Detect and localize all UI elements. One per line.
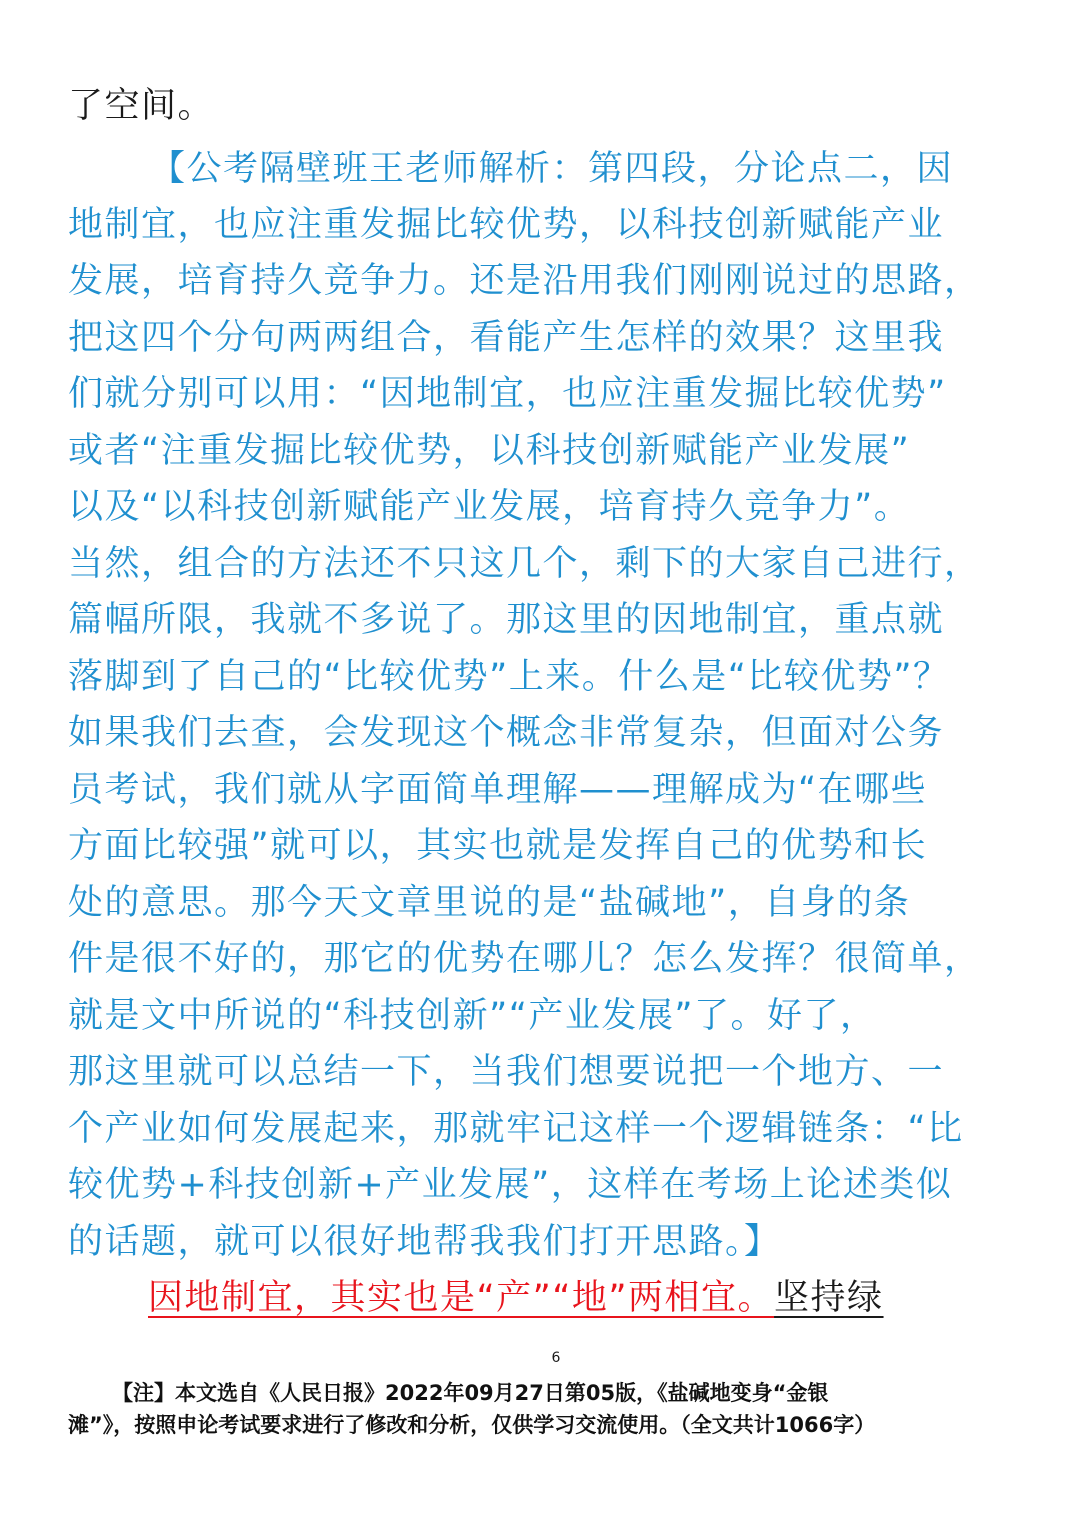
analysis-line: 就是文中所说的“科技创新”“产业发展”了。好了， — [68, 996, 877, 1036]
analysis-line: 或者“注重发掘比较优势，以科技创新赋能产业发展” — [68, 431, 911, 471]
analysis-line: 如果我们去查，会发现这个概念非常复杂，但面对公务 — [68, 713, 945, 753]
analysis-line: 篇幅所限，我就不多说了。那这里的因地制宜，重点就 — [68, 600, 945, 640]
analysis-line: 方面比较强”就可以，其实也就是发挥自己的优势和长 — [68, 826, 928, 866]
intro-line: 了空间。 — [68, 86, 215, 126]
analysis-line: 那这里就可以总结一下，当我们想要说把一个地方、一 — [68, 1052, 945, 1092]
analysis-line: 把这四个分句两两组合，看能产生怎样的效果？这里我 — [68, 318, 945, 358]
analysis-line: 以及“以科技创新赋能产业发展，培育持久竞争力”。 — [68, 487, 911, 527]
analysis-line: 件是很不好的，那它的优势在哪儿？怎么发挥？很简单， — [68, 939, 981, 979]
analysis-line: 处的意思。那今天文章里说的是“盐碱地”，自身的条 — [68, 883, 911, 923]
analysis-line: 的话题，就可以很好地帮我我们打开思路。】 — [68, 1222, 781, 1262]
analysis-line: 较优势+科技创新+产业发展”，这样在考场上论述类似 — [68, 1165, 953, 1205]
analysis-line: 们就分别可以用：“因地制宜，也应注重发掘比较优势” — [68, 374, 947, 414]
analysis-line: 个产业如何发展起来，那就牢记这样一个逻辑链条：“比 — [68, 1109, 964, 1149]
analysis-line: 员考试，我们就从字面简单理解——理解成为“在哪些 — [68, 770, 928, 810]
highlight-sentence — [148, 1270, 884, 1326]
source-note-line: 【注】本文选自《人民日报》2022年09月27日第05版，《盐碱地变身“金银 — [112, 1381, 829, 1405]
page-number: 6 — [551, 1350, 561, 1366]
analysis-line: 【公考隔壁班王老师解析：第四段，分论点二，因 — [150, 149, 954, 189]
analysis-line: 落脚到了自己的“比较优势”上来。什么是“比较优势”？ — [68, 657, 950, 697]
highlight-black-text: 坚持绿 — [774, 1278, 884, 1318]
source-note-line: 滩”》，按照申论考试要求进行了修改和分析，仅供学习交流使用。（全文共计1066字） — [68, 1413, 876, 1437]
highlight-red-text: 因地制宜，其实也是“产”“地”两相宜。 — [148, 1278, 775, 1318]
analysis-line: 发展，培育持久竞争力。还是沿用我们刚刚说过的思路， — [68, 261, 981, 301]
analysis-line: 地制宜，也应注重发掘比较优势，以科技创新赋能产业 — [68, 205, 945, 245]
analysis-line: 当然，组合的方法还不只这几个，剩下的大家自己进行， — [68, 544, 981, 584]
